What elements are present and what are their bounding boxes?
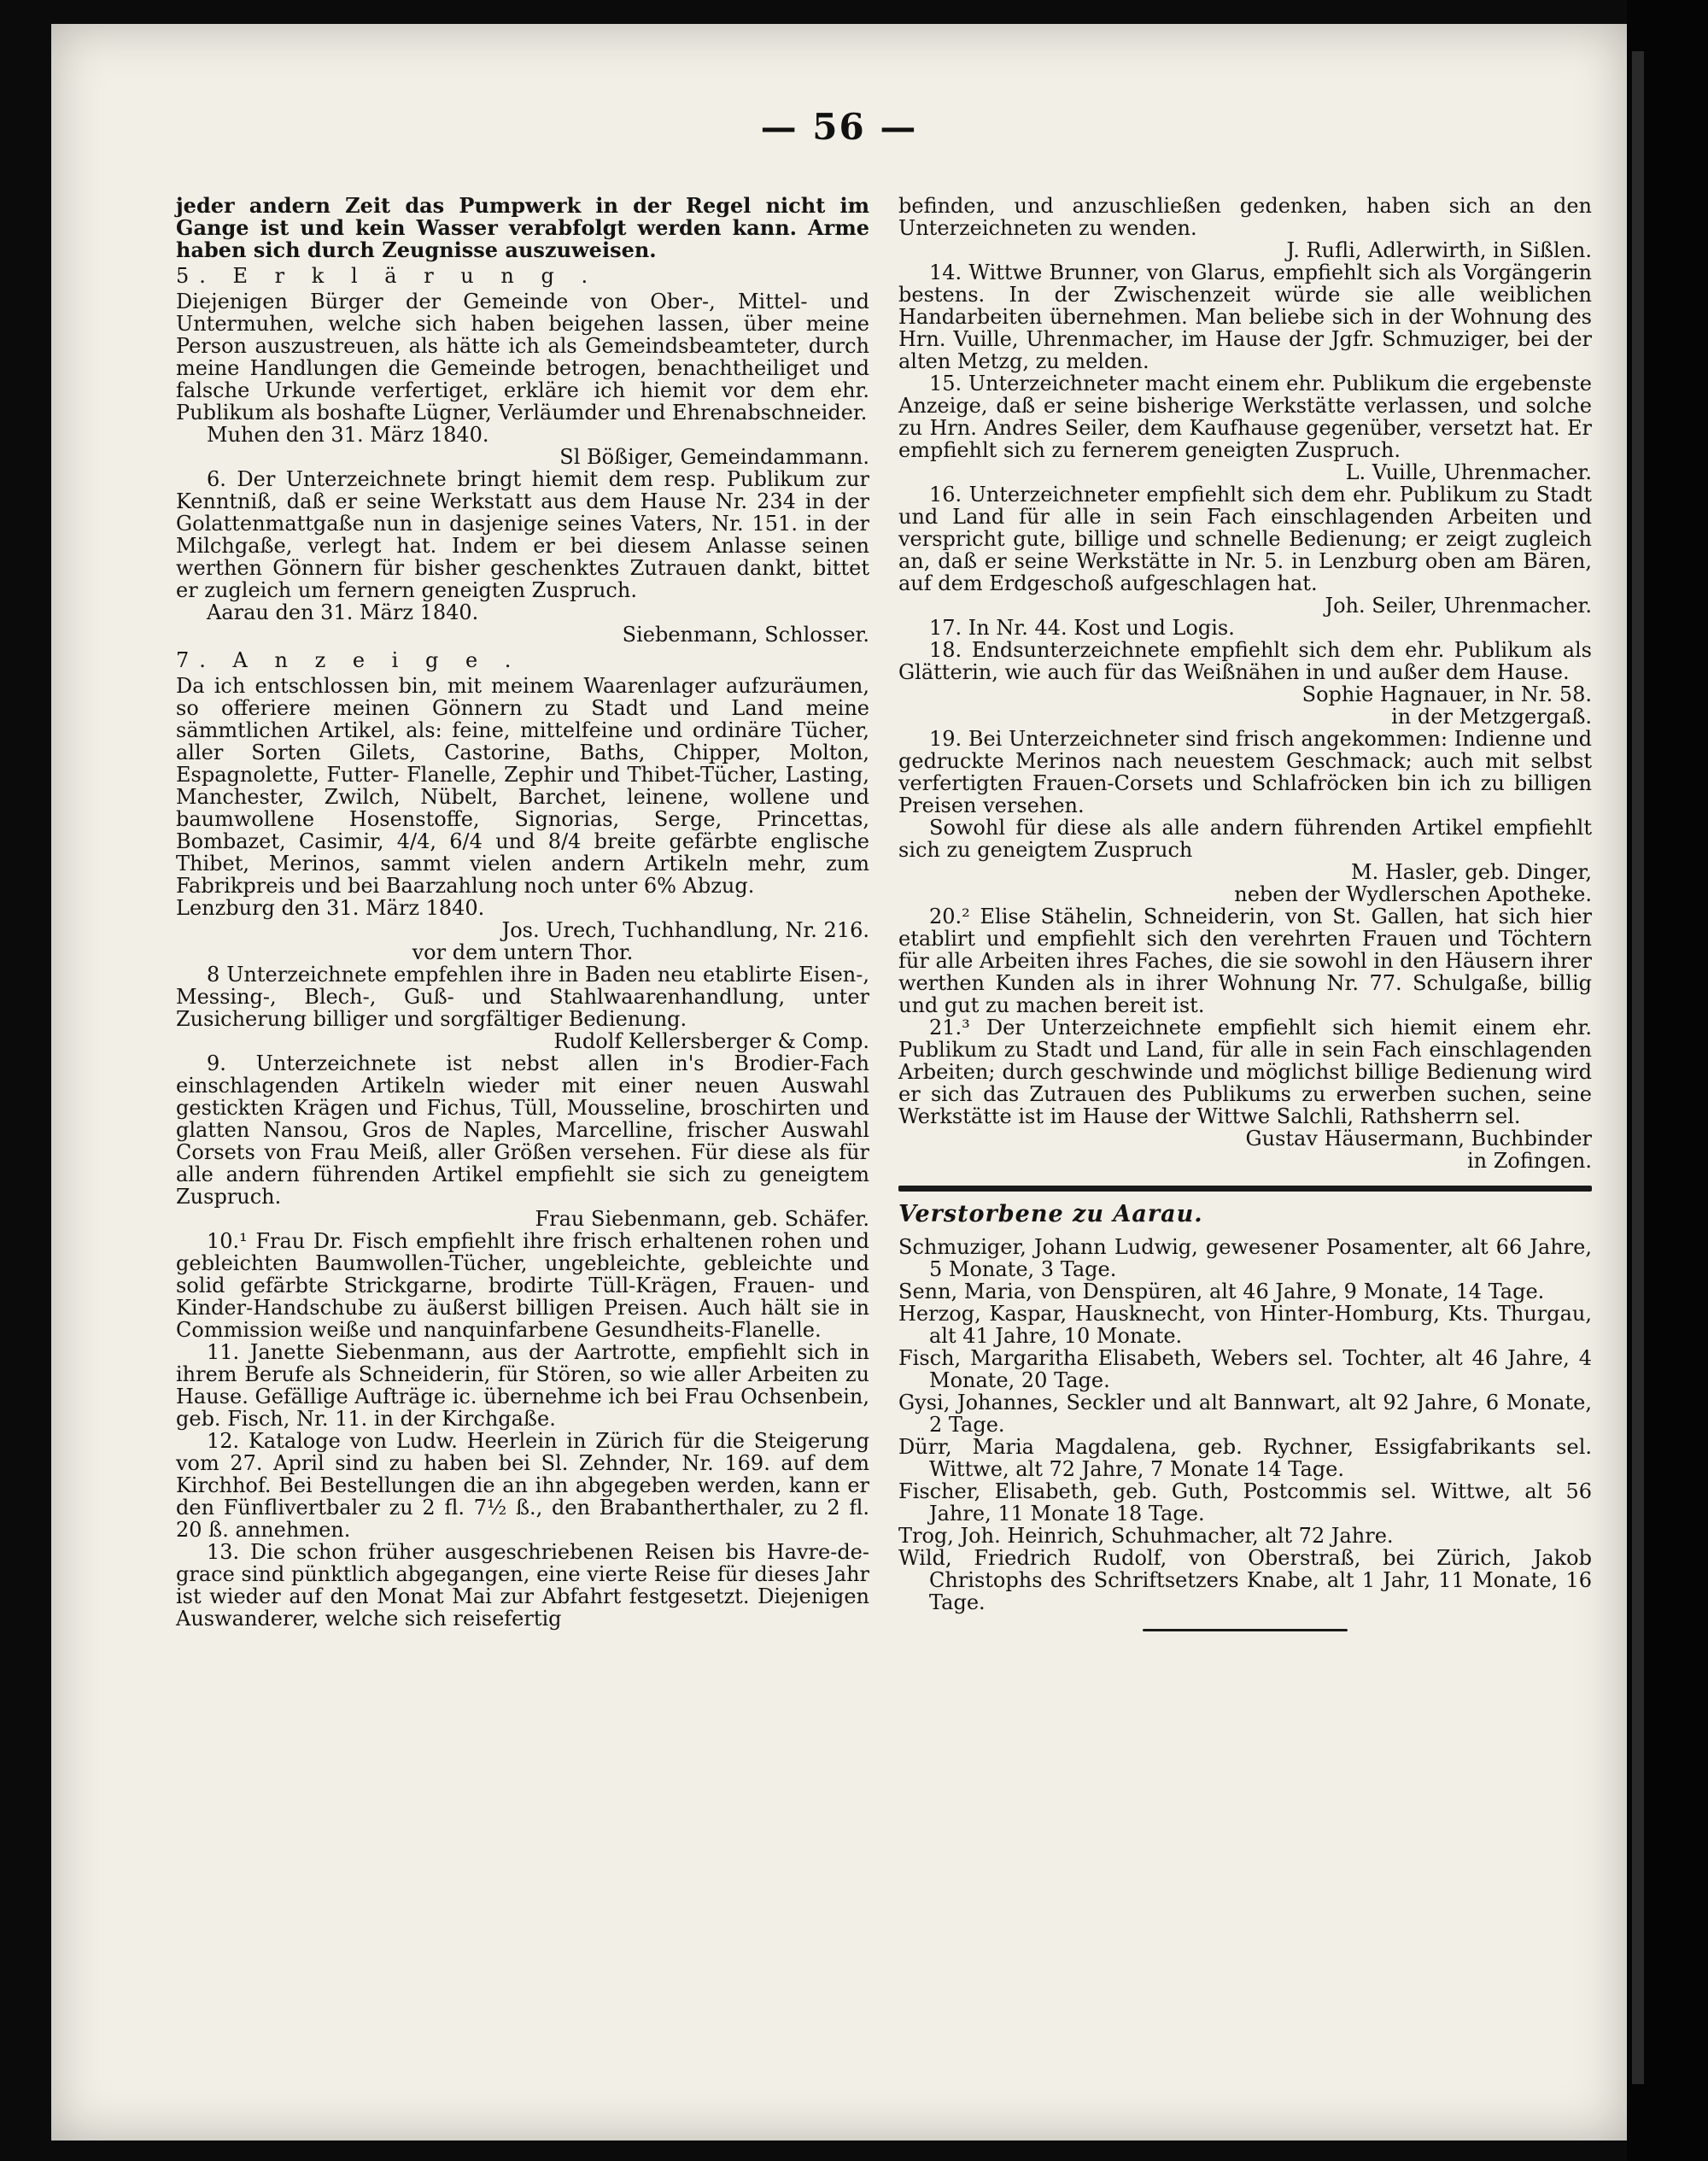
death-entry: Gysi, Johannes, Seckler und alt Bannwart, alt 92 Jahre, 6 Monate, 2 Tage. [898, 1391, 1592, 1437]
notice-16-signature: Joh. Seiler, Uhrenmacher. [1325, 594, 1592, 618]
death-entry: Dürr, Maria Magdalena, geb. Rychner, Essigfabrikants sel. Wittwe, alt 72 Jahre, 7 Monate 14 Tage. [898, 1435, 1592, 1481]
notice-6-signature: Siebenmann, Schlosser. [622, 623, 869, 647]
death-entry: Fisch, Margaritha Elisabeth, Webers sel. Tochter, alt 46 Jahre, 4 Monate, 20 Tage. [898, 1346, 1592, 1392]
notice-17-body: 17. In Nr. 44. Kost und Logis. [929, 616, 1235, 640]
death-entry: Trog, Joh. Heinrich, Schuhmacher, alt 72 Jahre. [898, 1524, 1394, 1548]
death-entry: Senn, Maria, von Denspüren, alt 46 Jahre, 9 Monate, 14 Tage. [898, 1280, 1545, 1303]
notice-13-signature: J. Rufli, Adlerwirth, in Sißlen. [1286, 238, 1592, 262]
notice-18-signature-address: in der Metzgergaß. [1391, 705, 1592, 729]
notice-18-body: 18. Endsunterzeichnete empfiehlt sich dem ehr. Publikum als Glätterin, wie auch für das Weißnähen in und außer dem Hause. [898, 638, 1592, 684]
notice-7-signature-address: vor dem untern Thor. [412, 940, 634, 964]
notice-13-body: 13. Die schon früher ausgeschriebenen Reisen bis Havre-de-grace sind pünktlich abgegangen, eine vierte Reise für dieses Jahr ist wieder auf den Monat Mai zur Abfahrt festgesetzt. Diejenigen Auswanderer, welche sich reisefertig [176, 1540, 869, 1631]
notice-7-heading: 7. A n z e i g e . [176, 648, 522, 672]
notice-5-place: Muhen den 31. März 1840. [207, 423, 489, 447]
notice-21-body: 21.³ Der Unterzeichnete empfiehlt sich hiemit einem ehr. Publikum zu Stadt und Land, für alle in sein Fach einschlagenden Arbeiten; durch geschwinde und möglichst billige Bedienung wird er sich das Zutrauen des Publikums zu erwerben suchen, seine Werkstätte ist im Hause der Wittwe Salchli, Rathsherrn sel. [898, 1016, 1592, 1128]
notice-7-signature: Jos. Urech, Tuchhandlung, Nr. 216. [501, 918, 869, 942]
page-number: — 56 — [760, 106, 918, 148]
notice-14-body: 14. Wittwe Brunner, von Glarus, empfiehlt sich als Vorgängerin bestens. In der Zwischenzeit würde sie alle weiblichen Handarbeiten übernehmen. Man beliebe sich in der Wohnung des Hrn. Vuille, Uhrenmacher, im Hause der Jgfr. Schmuziger, bei der alten Metzg, zu melden. [898, 261, 1592, 373]
notice-7-place: Lenzburg den 31. März 1840. [176, 896, 485, 920]
notice-16-body: 16. Unterzeichneter empfiehlt sich dem ehr. Publikum zu Stadt und Land für alle in sein Fach einschlagenden Arbeiten und verspricht gute, billige und schnelle Bedienung; er zeigt zugleich an, daß er seine Werkstätte in Nr. 5. in Lenzburg oben am Bären, auf dem Erdgeschoß aufgeschlagen hat. [898, 483, 1592, 595]
notice-6-place: Aarau den 31. März 1840. [207, 600, 479, 624]
right-column [898, 195, 1592, 1631]
notice-12-body: 12. Kataloge von Ludw. Heerlein in Zürich für die Steigerung vom 27. April sind zu haben bei Sl. Zehnder, Nr. 169. auf dem Kirchhof. Bei Bestellungen die an ihn abgegeben werden, kann er den Fünflivertbaler zu 2 fl. 7½ ß., den Brabantherthaler, zu 2 fl. 20 ß. annehmen. [176, 1429, 869, 1542]
page-edge [1632, 51, 1644, 2084]
end-rule [1143, 1629, 1348, 1631]
notice-9-body: 9. Unterzeichnete ist nebst allen in's Brodier-Fach einschlagenden Artikeln wieder mit einer neuen Auswahl gestickten Krägen und Fichus, Tüll, Mousseline, broschirten und glatten Nansou, Gros de Naples, Marcelline, frischer Auswahl Corsets von Frau Meiß, aller Größen versehen. Für diese als für alle andern führenden Artikel empfiehlt sie sich zu geneigtem Zuspruch. [176, 1051, 869, 1209]
notice-9-signature: Frau Siebenmann, geb. Schäfer. [535, 1207, 869, 1231]
notice-15-body: 15. Unterzeichneter macht einem ehr. Publikum die ergebenste Anzeige, daß er seine bisherige Werkstätte verlassen, und solche zu Hrn. Andres Seiler, dem Kaufhause gegenüber, versetzt hat. Er empfiehlt sich zu fernerem geneigten Zuspruch. [898, 372, 1592, 462]
notice-19-body-2: Sowohl für diese als alle andern führenden Artikel empfiehlt sich zu geneigtem Zuspruch [898, 816, 1592, 862]
notice-5-heading: 5. E r k l ä r u n g . [176, 264, 599, 288]
notice-10-body: 10.¹ Frau Dr. Fisch empfiehlt ihre frisch erhaltenen rohen und gebleichten Baumwollen-Tücher, ungebleichte, gebleichte und solid gefärbte Strickgarne, brodirte Tüll-Krägen, Frauen- und Kinder-Handschube zu äußerst billigen Preisen. Auch hält sie in Commission weiße und nanquinfarbene Gesundheits-Flanelle. [176, 1229, 869, 1342]
notice-8-body: 8 Unterzeichnete empfehlen ihre in Baden neu etablirte Eisen-, Messing-, Blech-, Guß- und Stahlwaarenhandlung, unter Zusicherung billiger und sorgfältiger Bedienung. [176, 963, 869, 1031]
death-entry: Herzog, Kaspar, Hausknecht, von Hinter-Homburg, Kts. Thurgau, alt 41 Jahre, 10 Monate. [898, 1302, 1592, 1348]
intro-paragraph: jeder andern Zeit das Pumpwerk in der Regel nicht im Gange ist und kein Wasser verabfolgt werden kann. Arme haben sich durch Zeugnisse auszuweisen. [176, 193, 869, 262]
notice-13-continuation: befinden, und anzuschließen gedenken, haben sich an den Unterzeichneten zu wenden. [898, 194, 1592, 240]
death-entry: Fischer, Elisabeth, geb. Guth, Postcommis sel. Wittwe, alt 56 Jahre, 11 Monate 18 Tage. [898, 1479, 1592, 1526]
notice-6-body: 6. Der Unterzeichnete bringt hiemit dem resp. Publikum zur Kenntniß, daß er seine Werkstatt aus dem Hause Nr. 234 in der Golattenmattgaße nun in dasjenige seines Vaters, Nr. 151. in der Milchgaße, verlegt hat. Indem er bei diesem Anlasse seinen werthen Gönnern für bisher geschenktes Zutrauen dankt, bittet er zugleich um fernern geneigten Zuspruch. [176, 467, 869, 602]
notice-19-signature-address: neben der Wydlerschen Apotheke. [1234, 882, 1592, 906]
newspaper-page [51, 24, 1627, 2141]
notice-11-body: 11. Janette Siebenmann, aus der Aartrotte, empfiehlt sich in ihrem Berufe als Schneiderin, für Stören, so wie aller Arbeiten zu Hause. Gefällige Aufträge ic. übernehme ich bei Frau Ochsenbein, geb. Fisch, Nr. 11. in der Kirchgaße. [176, 1340, 869, 1431]
section-divider [898, 1186, 1592, 1192]
notice-7-body: Da ich entschlossen bin, mit meinem Waarenlager aufzuräumen, so offeriere meinen Gönnern zu Stadt und Land meine sämmtlichen Artikel, als: feine, mittelfeine und ordinäre Tücher, aller Sorten Gilets, Castorine, Baths, Chipper, Molton, Espagnolette, Futter- Flanelle, Zephir und Thibet-Tücher, Lasting, Manchester, Zwilch, Nübelt, Barchet, leinene, wollene und baumwollene Hosenstoffe, Signorias, Serge, Princettas, Bombazet, Casimir, 4/4, 6/4 und 8/4 breite gefärbte englische Thibet, Merinos, sammt vielen andern Artikeln mehr, zum Fabrikpreis und bei Baarzahlung noch unter 6% Abzug. [176, 674, 869, 898]
notice-21-signature: Gustav Häusermann, Buchbinder [1245, 1127, 1592, 1151]
notice-19-signature: M. Hasler, geb. Dinger, [1351, 860, 1592, 884]
notice-5-signature: Sl Bößiger, Gemeindammann. [559, 445, 869, 469]
death-entry: Schmuziger, Johann Ludwig, gewesener Posamenter, alt 66 Jahre, 5 Monate, 3 Tage. [898, 1235, 1592, 1281]
left-column [176, 195, 869, 1630]
notice-8-signature: Rudolf Kellersberger & Comp. [553, 1029, 869, 1053]
notice-19-body: 19. Bei Unterzeichneter sind frisch angekommen: Indienne und gedruckte Merinos nach neuestem Geschmack; auch mit selbst verfertigten Frauen-Corsets und Schlafröcken bin ich zu billigen Preisen versehen. [898, 727, 1592, 817]
notice-5-body: Diejenigen Bürger der Gemeinde von Ober-, Mittel- und Untermuhen, welche sich haben beigehen lassen, über meine Person auszustreuen, als hätte ich als Gemeindsbeamteter, durch meine Handlungen die Gemeinde betrogen, benachtheiliget und falsche Urkunde verfertiget, erkläre ich hiemit vor dem ehr. Publikum als boshafte Lügner, Verläumder und Ehrenabschneider. [176, 290, 869, 425]
death-entry: Wild, Friedrich Rudolf, von Oberstraß, bei Zürich, Jakob Christophs des Schriftsetzers Knabe, alt 1 Jahr, 11 Monate, 16 Tage. [898, 1546, 1592, 1614]
notice-18-signature: Sophie Hagnauer, in Nr. 58. [1301, 682, 1592, 706]
deaths-heading: Verstorbene zu Aarau. [898, 1201, 1203, 1227]
scan-border-right [1627, 0, 1708, 2161]
notice-15-signature: L. Vuille, Uhrenmacher. [1345, 460, 1592, 484]
notice-21-signature-place: in Zofingen. [1466, 1149, 1592, 1173]
notice-20-body: 20.² Elise Stähelin, Schneiderin, von St. Gallen, hat sich hier etablirt und empfiehlt sich den verehrten Frauen und Töchtern für alle Arbeiten ihres Faches, die sie sowohl in den Häusern ihrer werthen Kunden als in ihrer Wohnung Nr. 77. Schulgaße, billig und gut zu machen bereit ist. [898, 905, 1592, 1017]
